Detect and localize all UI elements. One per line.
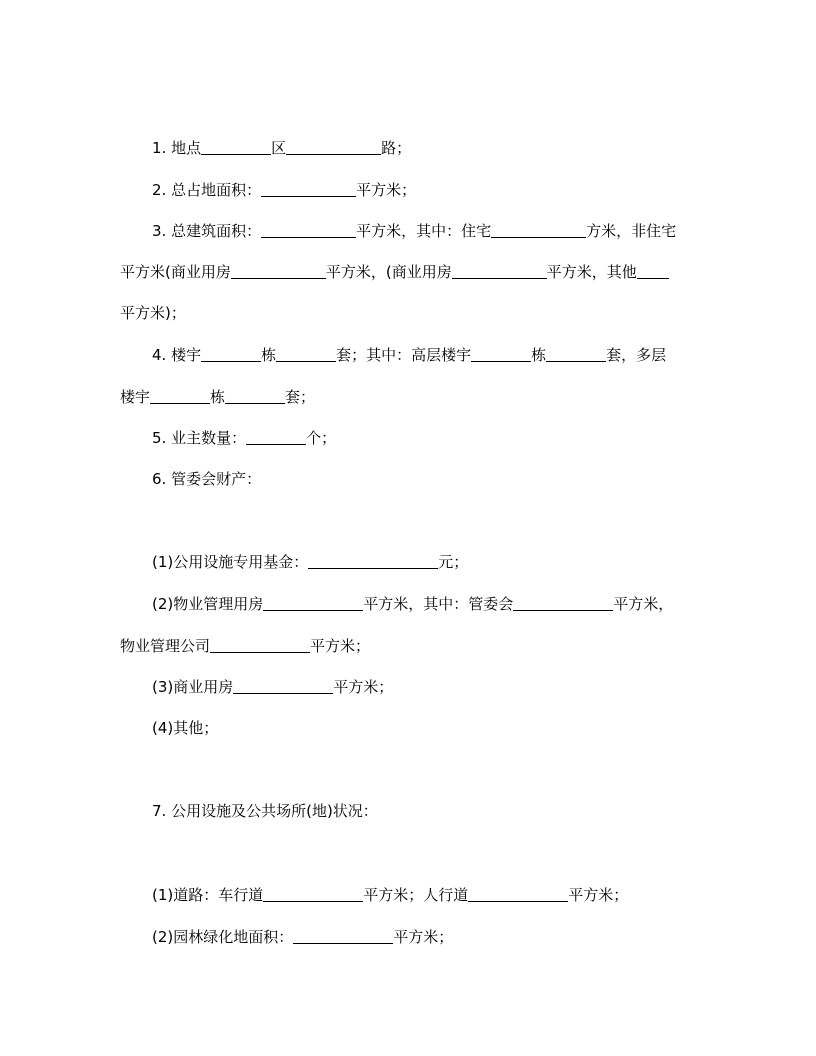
item-text: 平方米；: [568, 886, 629, 904]
item-1-location: [120, 136, 742, 160]
item-7-public-facilities: [120, 799, 742, 823]
commercial-area-blank-2[interactable]: [452, 262, 547, 279]
item-text: 商业用房: [173, 678, 234, 696]
sidewalk-area-blank[interactable]: [468, 885, 568, 902]
item-text: 楼宇: [171, 346, 202, 364]
item-number: (2): [152, 595, 174, 613]
item-text: 公用设施及公共场所(地)状况：: [171, 802, 378, 820]
item-number: (1): [152, 553, 174, 571]
item-text: 套，多层: [606, 346, 667, 364]
multistory-building-blank[interactable]: [150, 387, 210, 404]
item-text: 总占地面积：: [171, 181, 262, 199]
item-number: (1): [152, 886, 174, 904]
item-text: 平方米(商业用房: [120, 263, 231, 281]
multistory-unit-blank[interactable]: [225, 387, 285, 404]
item-number: 3.: [152, 222, 167, 240]
green-area-blank[interactable]: [293, 927, 393, 944]
item-number: 6.: [152, 470, 167, 488]
item-text: 平方米；: [310, 637, 371, 655]
item-text: 其他；: [173, 719, 219, 737]
item-text: 平方米，(商业用房: [325, 263, 452, 281]
highrise-building-blank[interactable]: [471, 345, 531, 362]
item-number: 4.: [152, 346, 167, 364]
commercial-premises-blank[interactable]: [233, 677, 333, 694]
item-7-1-roads: [120, 883, 742, 907]
owner-count-blank[interactable]: [246, 428, 306, 445]
item-text: 平方米，其他: [546, 263, 637, 281]
item-5-owner-count: [120, 426, 742, 450]
item-number: 5.: [152, 429, 167, 447]
item-6-3-commercial-premises: [120, 675, 742, 699]
item-text: 平方米)；: [120, 304, 186, 322]
item-number: (3): [152, 678, 174, 696]
item-4-buildings-line2: [120, 385, 710, 409]
item-3-building-area-line2: [120, 260, 710, 284]
item-number: 1.: [152, 139, 167, 157]
item-3-building-area-line3: [120, 301, 710, 325]
item-text: 栋: [210, 388, 226, 406]
item-6-4-other: [120, 716, 742, 740]
item-text: 平方米，其中：住宅: [356, 222, 492, 240]
other-area-blank[interactable]: [637, 262, 669, 279]
road-blank[interactable]: [286, 138, 381, 155]
item-text: 套；: [285, 388, 316, 406]
item-text: 物业管理用房: [173, 595, 264, 613]
item-text: 平方米；: [393, 928, 454, 946]
unit-count-blank[interactable]: [276, 345, 336, 362]
item-text: 总建筑面积：: [171, 222, 262, 240]
building-area-blank[interactable]: [261, 221, 356, 238]
item-text: 平方米，其中：管委会: [363, 595, 514, 613]
item-6-1-public-fund: [120, 550, 742, 574]
item-text: 区: [271, 139, 287, 157]
item-7-2-green-area: [120, 925, 742, 949]
item-text: 业主数量：: [171, 429, 247, 447]
item-number: 2.: [152, 181, 167, 199]
management-premises-blank[interactable]: [263, 594, 363, 611]
item-text: 物业管理公司: [120, 637, 211, 655]
item-text: 个；: [306, 429, 337, 447]
item-number: 7.: [152, 802, 167, 820]
item-text: 园林绿化地面积：: [173, 928, 294, 946]
item-text: 平方米；: [333, 678, 394, 696]
item-text: 栋: [261, 346, 277, 364]
item-text: 管委会财产：: [171, 470, 262, 488]
item-6-2-management-premises-line2: [120, 634, 710, 658]
item-6-2-management-premises-line1: [120, 592, 742, 616]
item-text: 地点: [171, 139, 202, 157]
item-4-buildings-line1: [120, 343, 742, 367]
item-6-committee-assets: [120, 467, 742, 491]
item-number: (4): [152, 719, 174, 737]
item-text: 平方米；人行道: [363, 886, 469, 904]
item-text: 套；其中：高层楼宇: [336, 346, 472, 364]
item-text: 平方米；: [356, 181, 417, 199]
commercial-area-blank[interactable]: [231, 262, 326, 279]
item-text: 路；: [381, 139, 412, 157]
item-text: 栋: [531, 346, 547, 364]
committee-premises-blank[interactable]: [513, 594, 613, 611]
residential-area-blank[interactable]: [491, 221, 586, 238]
public-fund-blank[interactable]: [308, 552, 438, 569]
company-premises-blank[interactable]: [210, 636, 310, 653]
district-blank[interactable]: [201, 138, 271, 155]
highrise-unit-blank[interactable]: [546, 345, 606, 362]
item-text: 方米，非住宅: [586, 222, 677, 240]
land-area-blank[interactable]: [261, 180, 356, 197]
item-text: 道路：车行道: [173, 886, 264, 904]
item-text: 公用设施专用基金：: [173, 553, 309, 571]
item-text: 平方米，: [613, 595, 674, 613]
item-text: 元；: [438, 553, 469, 571]
building-count-blank[interactable]: [201, 345, 261, 362]
item-3-building-area-line1: [120, 219, 742, 243]
roadway-area-blank[interactable]: [263, 885, 363, 902]
item-text: 楼宇: [120, 388, 151, 406]
item-number: (2): [152, 928, 174, 946]
item-2-total-land-area: [120, 178, 742, 202]
